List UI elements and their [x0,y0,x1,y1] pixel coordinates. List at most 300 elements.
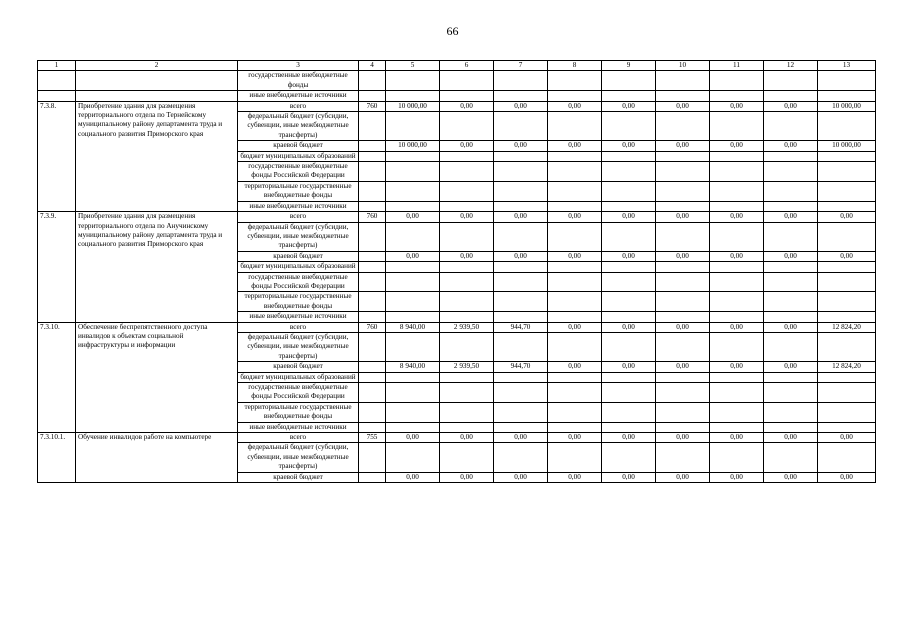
header-cell: 6 [440,61,494,71]
value-cell: 0,00 [602,251,656,261]
source-cell: краевой бюджет [238,362,359,372]
value-cell: 0,00 [710,322,764,332]
value-cell [602,112,656,141]
code-cell [38,71,76,91]
value-cell [440,332,494,361]
source-cell: краевой бюджет [238,251,359,261]
grbs-cell [359,332,386,361]
source-cell: федеральный бюджет (субсидии, субвенции, иные межбюджетные трансферты) [238,443,359,472]
source-cell: бюджет муниципальных образований [238,262,359,272]
value-cell [440,162,494,182]
value-cell [656,422,710,432]
value-cell [710,443,764,472]
value-cell [602,272,656,292]
value-cell: 944,70 [494,362,548,372]
value-cell [548,162,602,182]
grbs-cell [359,422,386,432]
source-cell: всего [238,433,359,443]
value-cell [710,262,764,272]
value-cell [602,71,656,91]
value-cell: 0,00 [548,322,602,332]
value-cell [494,312,548,322]
value-cell [386,162,440,182]
value-cell [440,443,494,472]
value-cell: 0,00 [656,322,710,332]
value-cell: 10 000,00 [818,101,876,111]
value-cell: 0,00 [764,322,818,332]
value-cell: 0,00 [764,472,818,482]
value-cell [440,262,494,272]
value-cell [764,262,818,272]
grbs-cell: 760 [359,101,386,111]
value-cell [818,112,876,141]
table-row [38,71,876,91]
value-cell: 0,00 [386,472,440,482]
grbs-cell [359,151,386,161]
value-cell [818,201,876,211]
value-cell [548,402,602,422]
source-cell: федеральный бюджет (субсидии, субвенции, иные межбюджетные трансферты) [238,112,359,141]
grbs-cell [359,91,386,101]
value-cell: 0,00 [602,101,656,111]
value-cell [494,443,548,472]
value-cell [764,181,818,201]
value-cell: 0,00 [656,212,710,222]
value-cell: 0,00 [494,472,548,482]
value-cell [548,112,602,141]
code-cell [38,91,76,101]
value-cell [764,443,818,472]
value-cell [386,402,440,422]
value-cell [494,162,548,182]
value-cell: 0,00 [764,251,818,261]
source-cell: государственные внебюджетные фонды Российской Федерации [238,162,359,182]
header-cell: 11 [710,61,764,71]
grbs-cell [359,262,386,272]
value-cell: 0,00 [386,433,440,443]
value-cell: 0,00 [440,101,494,111]
value-cell: 0,00 [548,362,602,372]
value-cell [764,402,818,422]
value-cell [440,91,494,101]
value-cell [818,372,876,382]
value-cell: 10 000,00 [818,141,876,151]
value-cell [602,222,656,251]
value-cell: 0,00 [602,322,656,332]
source-cell: федеральный бюджет (субсидии, субвенции, иные межбюджетные трансферты) [238,332,359,361]
value-cell [656,292,710,312]
value-cell [440,151,494,161]
value-cell [386,312,440,322]
value-cell [386,112,440,141]
value-cell: 0,00 [710,362,764,372]
value-cell [656,262,710,272]
value-cell [656,443,710,472]
value-cell [440,112,494,141]
value-cell [440,201,494,211]
table-row [38,101,876,111]
value-cell [548,222,602,251]
value-cell [818,383,876,403]
value-cell [386,262,440,272]
header-cell: 1 [38,61,76,71]
value-cell: 0,00 [440,251,494,261]
header-cell: 8 [548,61,602,71]
value-cell [710,372,764,382]
value-cell [764,112,818,141]
code-cell: 7.3.10. [38,322,76,432]
value-cell [710,383,764,403]
grbs-cell [359,162,386,182]
value-cell: 0,00 [656,251,710,261]
value-cell [440,272,494,292]
value-cell [548,292,602,312]
source-cell: всего [238,212,359,222]
value-cell [710,402,764,422]
source-cell: бюджет муниципальных образований [238,151,359,161]
source-cell: территориальные государственные внебюджетные фонды [238,402,359,422]
value-cell [494,422,548,432]
value-cell [602,422,656,432]
name-cell: Обучение инвалидов работе на компьютере [76,433,238,483]
value-cell: 0,00 [494,101,548,111]
grbs-cell [359,181,386,201]
value-cell [602,151,656,161]
value-cell: 0,00 [764,212,818,222]
value-cell: 8 940,00 [386,362,440,372]
value-cell: 10 000,00 [386,141,440,151]
value-cell [818,312,876,322]
value-cell: 0,00 [548,251,602,261]
value-cell [656,71,710,91]
value-cell: 0,00 [656,362,710,372]
source-cell: иные внебюджетные источники [238,312,359,322]
code-cell: 7.3.8. [38,101,76,211]
name-cell [76,91,238,101]
value-cell [656,272,710,292]
value-cell [764,222,818,251]
value-cell [710,201,764,211]
value-cell [710,332,764,361]
value-cell [656,312,710,322]
value-cell [710,181,764,201]
source-cell: государственные внебюджетные фонды Российской Федерации [238,272,359,292]
grbs-cell [359,372,386,382]
value-cell [656,222,710,251]
value-cell [818,443,876,472]
table-row [38,322,876,332]
value-cell [818,71,876,91]
value-cell [818,162,876,182]
value-cell [548,151,602,161]
budget-table [37,60,876,483]
value-cell: 0,00 [710,472,764,482]
code-cell: 7.3.9. [38,212,76,322]
source-cell: всего [238,101,359,111]
value-cell [386,71,440,91]
header-cell: 7 [494,61,548,71]
grbs-cell [359,443,386,472]
value-cell [656,91,710,101]
value-cell [494,71,548,91]
value-cell: 0,00 [602,433,656,443]
source-cell: иные внебюджетные источники [238,91,359,101]
value-cell [602,332,656,361]
value-cell [656,112,710,141]
header-cell: 2 [76,61,238,71]
value-cell [386,222,440,251]
value-cell [818,332,876,361]
source-cell: иные внебюджетные источники [238,201,359,211]
value-cell [440,383,494,403]
value-cell [656,372,710,382]
value-cell [656,383,710,403]
name-cell: Обеспечение беспрепятственного доступа инвалидов к объектам социальной инфраструктуры и информации [76,322,238,432]
value-cell: 0,00 [764,433,818,443]
value-cell: 0,00 [710,433,764,443]
value-cell [764,422,818,432]
header-cell: 4 [359,61,386,71]
value-cell [764,372,818,382]
header-cell: 5 [386,61,440,71]
value-cell: 0,00 [818,472,876,482]
value-cell [386,181,440,201]
header-cell: 9 [602,61,656,71]
value-cell: 0,00 [710,212,764,222]
value-cell [494,383,548,403]
source-cell: краевой бюджет [238,141,359,151]
value-cell [764,292,818,312]
value-cell: 0,00 [602,472,656,482]
grbs-cell [359,362,386,372]
value-cell [548,71,602,91]
value-cell [710,222,764,251]
value-cell: 0,00 [494,212,548,222]
grbs-cell [359,402,386,422]
value-cell [494,151,548,161]
value-cell: 0,00 [764,101,818,111]
value-cell [818,422,876,432]
value-cell [818,292,876,312]
value-cell [386,422,440,432]
value-cell [548,383,602,403]
value-cell [440,422,494,432]
value-cell: 0,00 [710,101,764,111]
value-cell [656,201,710,211]
value-cell: 0,00 [548,433,602,443]
value-cell [440,402,494,422]
value-cell: 0,00 [602,362,656,372]
value-cell [548,372,602,382]
value-cell: 2 939,50 [440,322,494,332]
value-cell: 0,00 [818,251,876,261]
value-cell [386,372,440,382]
value-cell: 0,00 [440,141,494,151]
value-cell [602,292,656,312]
value-cell [440,292,494,312]
value-cell: 12 824,20 [818,322,876,332]
value-cell [818,222,876,251]
page-number: 66 [446,24,459,38]
value-cell [764,312,818,322]
value-cell: 0,00 [764,141,818,151]
value-cell [818,272,876,292]
grbs-cell [359,292,386,312]
value-cell [494,272,548,292]
value-cell [602,402,656,422]
value-cell: 0,00 [494,251,548,261]
grbs-cell [359,472,386,482]
grbs-cell [359,272,386,292]
grbs-cell: 760 [359,212,386,222]
value-cell [764,332,818,361]
value-cell [656,181,710,201]
value-cell: 0,00 [386,212,440,222]
value-cell [548,272,602,292]
value-cell [386,151,440,161]
value-cell: 0,00 [440,472,494,482]
value-cell [602,372,656,382]
value-cell [764,383,818,403]
name-cell [76,71,238,91]
value-cell [602,181,656,201]
value-cell [386,91,440,101]
value-cell: 0,00 [548,472,602,482]
value-cell [494,292,548,312]
value-cell [548,262,602,272]
value-cell: 0,00 [656,141,710,151]
grbs-cell [359,251,386,261]
value-cell [764,151,818,161]
value-cell [602,91,656,101]
value-cell [386,332,440,361]
source-cell: бюджет муниципальных образований [238,372,359,382]
value-cell [602,262,656,272]
value-cell [710,292,764,312]
value-cell [818,181,876,201]
value-cell [602,312,656,322]
value-cell [710,312,764,322]
grbs-cell [359,141,386,151]
value-cell: 0,00 [602,212,656,222]
source-cell: государственные внебюджетные фонды [238,71,359,91]
source-cell: территориальные государственные внебюджетные фонды [238,292,359,312]
value-cell: 0,00 [818,433,876,443]
value-cell [710,272,764,292]
value-cell: 0,00 [548,141,602,151]
value-cell [710,71,764,91]
source-cell: территориальные государственные внебюджетные фонды [238,181,359,201]
value-cell [386,443,440,472]
table-row [38,91,876,101]
value-cell: 0,00 [548,212,602,222]
value-cell [494,112,548,141]
value-cell [818,402,876,422]
value-cell [386,272,440,292]
value-cell: 0,00 [656,472,710,482]
source-cell: иные внебюджетные источники [238,422,359,432]
code-cell: 7.3.10.1. [38,433,76,483]
value-cell: 944,70 [494,322,548,332]
value-cell: 0,00 [818,212,876,222]
value-cell [818,91,876,101]
value-cell [440,71,494,91]
value-cell [548,443,602,472]
value-cell: 0,00 [710,251,764,261]
value-cell [656,402,710,422]
value-cell [548,312,602,322]
value-cell [548,422,602,432]
header-cell: 3 [238,61,359,71]
value-cell [710,422,764,432]
value-cell [656,162,710,182]
value-cell [602,383,656,403]
value-cell [602,162,656,182]
value-cell [656,151,710,161]
value-cell [494,201,548,211]
table-body [38,71,876,483]
value-cell: 0,00 [656,101,710,111]
value-cell [656,332,710,361]
grbs-cell: 760 [359,322,386,332]
value-cell [710,162,764,182]
value-cell [818,151,876,161]
value-cell: 0,00 [494,433,548,443]
source-cell: федеральный бюджет (субсидии, субвенции, иные межбюджетные трансферты) [238,222,359,251]
value-cell [494,332,548,361]
source-cell: государственные внебюджетные фонды Российской Федерации [238,383,359,403]
header-cell: 12 [764,61,818,71]
grbs-cell [359,222,386,251]
grbs-cell [359,201,386,211]
value-cell [710,112,764,141]
header-cell: 13 [818,61,876,71]
name-cell: Приобретение здания для размещения территориального отдела по Тернейскому муниципальному району департамента труда и социального развития Приморского края [76,101,238,211]
value-cell [440,312,494,322]
value-cell: 0,00 [494,141,548,151]
value-cell [440,222,494,251]
value-cell: 0,00 [710,141,764,151]
value-cell [764,201,818,211]
table-row [38,212,876,222]
source-cell: краевой бюджет [238,472,359,482]
value-cell: 0,00 [656,433,710,443]
value-cell [386,201,440,211]
value-cell [494,262,548,272]
value-cell: 0,00 [764,362,818,372]
header-row [38,61,876,71]
value-cell [548,91,602,101]
grbs-cell [359,71,386,91]
grbs-cell [359,312,386,322]
value-cell: 0,00 [602,141,656,151]
value-cell: 2 939,50 [440,362,494,372]
grbs-cell [359,383,386,403]
name-cell: Приобретение здания для размещения территориального отдела по Анучинскому муниципальному району департамента труда и социального развития Приморского края [76,212,238,322]
value-cell [494,91,548,101]
value-cell: 8 940,00 [386,322,440,332]
value-cell [602,443,656,472]
value-cell [710,151,764,161]
value-cell [764,272,818,292]
grbs-cell: 755 [359,433,386,443]
value-cell [386,292,440,312]
value-cell [764,162,818,182]
value-cell [440,181,494,201]
value-cell: 10 000,00 [386,101,440,111]
source-cell: всего [238,322,359,332]
value-cell [818,262,876,272]
